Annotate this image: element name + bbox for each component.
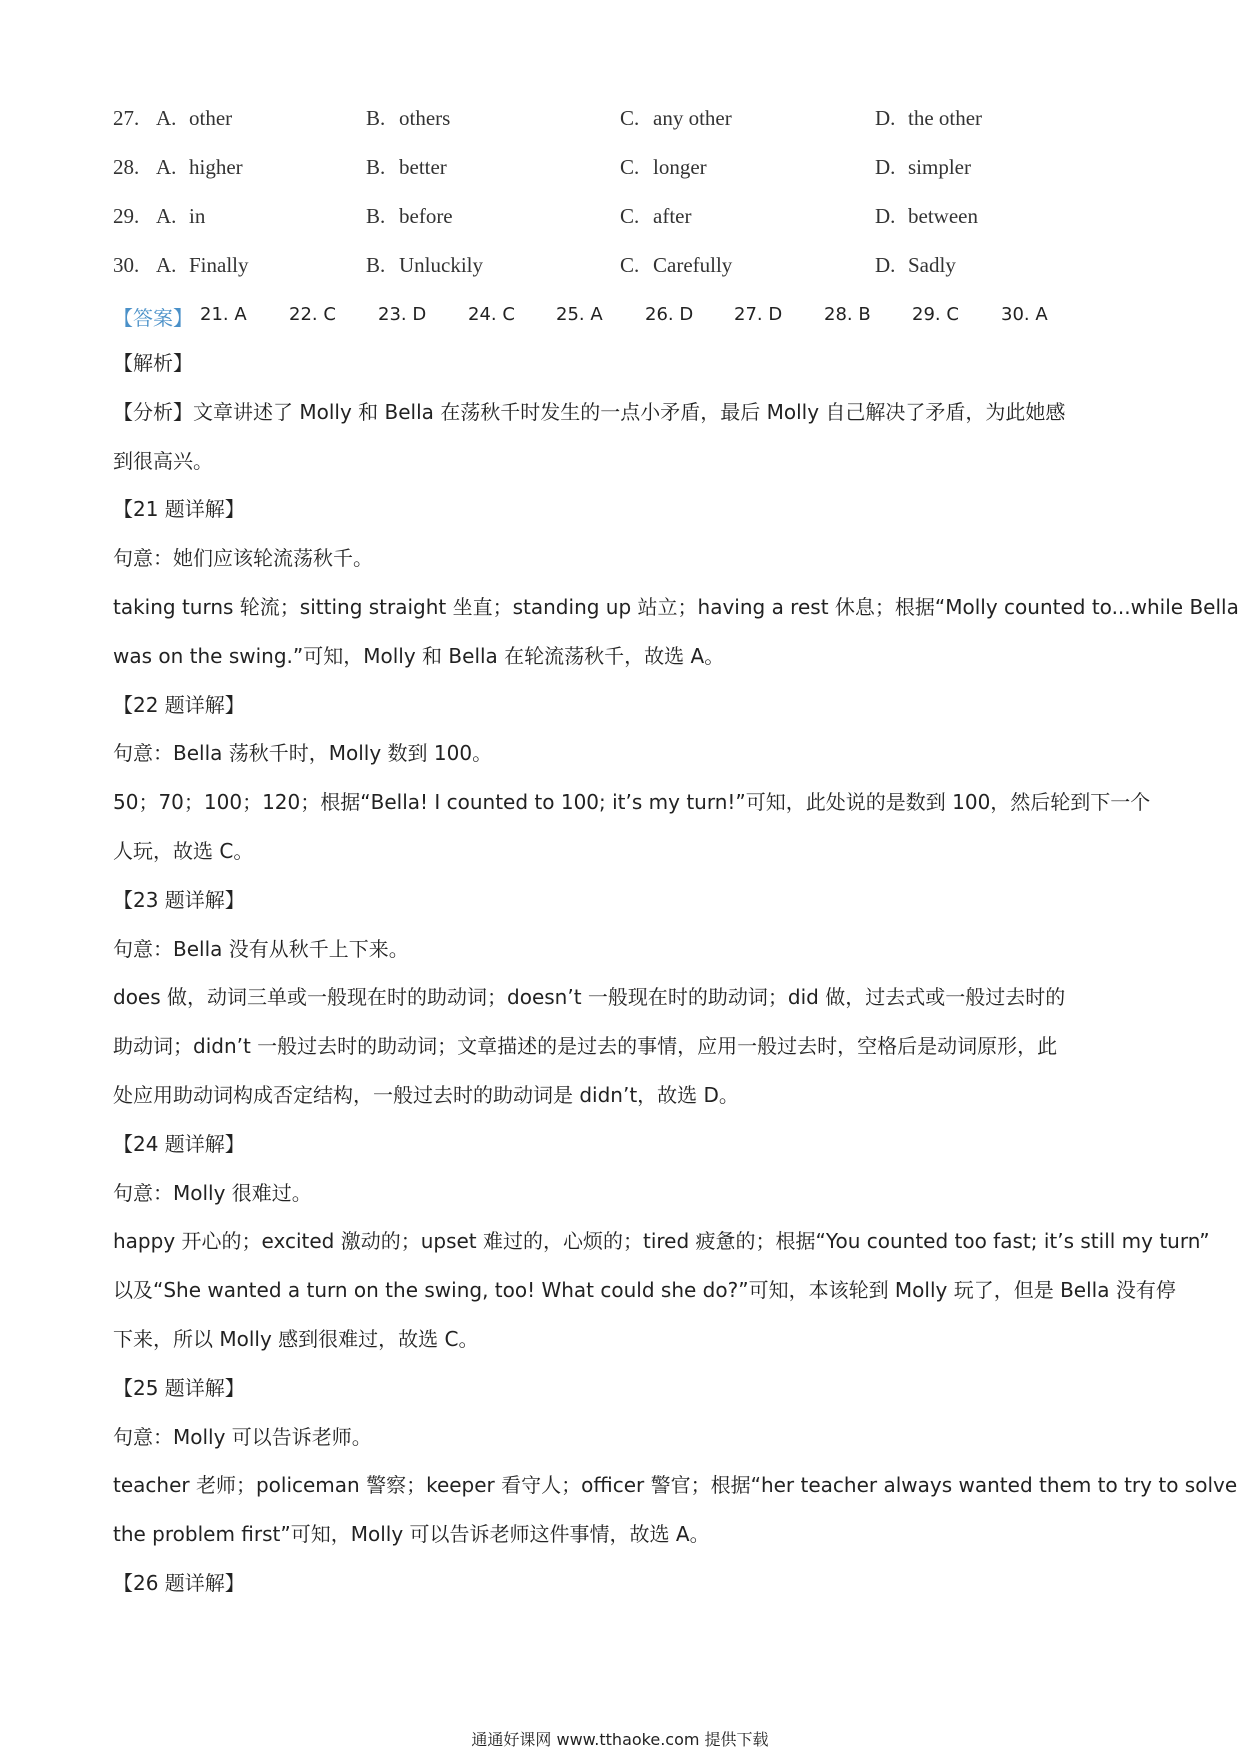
q24-explanation-cont2: 下来，所以 Molly 感到很难过，故选 C。 — [113, 1327, 479, 1351]
q25-heading: 【25 题详解】 — [113, 1376, 245, 1400]
q23-explanation-cont2: 处应用助动词构成否定结构，一般过去时的助动词是 didn’t，故选 D。 — [113, 1083, 739, 1107]
question-number: 30. — [113, 253, 140, 277]
q21-explanation: taking turns 轮流；sitting straight 坐直；standing up 站立；having a rest 休息；根据“Molly counted to...while Bella — [113, 595, 1239, 619]
answer-item: 30. A — [1001, 304, 1048, 325]
option-b: B. before — [366, 204, 453, 228]
question-28-options — [113, 155, 1123, 185]
answer-item: 29. C — [912, 304, 959, 325]
analysis-summary: 【分析】文章讲述了 Molly 和 Bella 在荡秋千时发生的一点小矛盾，最后 Molly 自己解决了矛盾，为此她感 — [113, 400, 1066, 424]
analysis-label: 【解析】 — [113, 351, 193, 375]
q23-explanation-cont: 助动词；didn’t 一般过去时的助动词；文章描述的是过去的事情，应用一般过去时，空格后是动词原形，此 — [113, 1034, 1058, 1058]
answer-item: 24. C — [468, 304, 515, 325]
option-a: A. higher — [156, 155, 243, 179]
question-29-options — [113, 204, 1123, 234]
q25-meaning: 句意：Molly 可以告诉老师。 — [113, 1425, 372, 1449]
option-d: D. simpler — [875, 155, 971, 179]
answer-row — [113, 302, 1113, 332]
question-number: 29. — [113, 204, 140, 228]
option-d: D. the other — [875, 106, 983, 130]
answer-item: 28. B — [824, 304, 871, 325]
option-a: A. Finally — [156, 253, 249, 277]
option-d: D. between — [875, 204, 978, 228]
question-number: 28. — [113, 155, 140, 179]
q24-explanation-cont: 以及“She wanted a turn on the swing, too! What could she do?”可知，本该轮到 Molly 玩了，但是 Bella 没有停 — [113, 1278, 1176, 1302]
q23-meaning: 句意：Bella 没有从秋千上下来。 — [113, 937, 409, 961]
option-d: D. Sadly — [875, 253, 956, 277]
question-27-options — [113, 106, 1123, 136]
analysis-summary-cont: 到很高兴。 — [113, 449, 213, 473]
answer-item: 21. A — [200, 304, 247, 325]
question-number: 27. — [113, 106, 140, 130]
option-a: A. other — [156, 106, 233, 130]
q24-explanation: happy 开心的；excited 激动的；upset 难过的，心烦的；tired 疲惫的；根据“You counted too fast; it’s still my turn” — [113, 1229, 1210, 1253]
q22-explanation-cont: 人玩，故选 C。 — [113, 839, 254, 863]
option-b: B. others — [366, 106, 451, 130]
q26-heading: 【26 题详解】 — [113, 1571, 245, 1595]
q22-explanation: 50；70；100；120；根据“Bella! I counted to 100; it’s my turn!”可知，此处说的是数到 100，然后轮到下一个 — [113, 790, 1151, 814]
q22-meaning: 句意：Bella 荡秋千时，Molly 数到 100。 — [113, 741, 493, 765]
q22-heading: 【22 题详解】 — [113, 693, 245, 717]
q25-explanation-cont: the problem first”可知，Molly 可以告诉老师这件事情，故选 A。 — [113, 1522, 710, 1546]
question-30-options — [113, 253, 1123, 283]
q24-meaning: 句意：Molly 很难过。 — [113, 1181, 312, 1205]
answer-item: 27. D — [734, 304, 783, 325]
q21-heading: 【21 题详解】 — [113, 497, 245, 521]
q23-heading: 【23 题详解】 — [113, 888, 245, 912]
q21-explanation-cont: was on the swing.”可知，Molly 和 Bella 在轮流荡秋千，故选 A。 — [113, 644, 725, 668]
option-c: C. after — [620, 204, 692, 228]
answer-item: 26. D — [645, 304, 694, 325]
option-a: A. in — [156, 204, 206, 228]
answer-item: 25. A — [556, 304, 603, 325]
answer-item: 22. C — [289, 304, 336, 325]
option-c: C. any other — [620, 106, 732, 130]
page-footer: 通通好课网 www.tthaoke.com 提供下载 — [471, 1730, 769, 1749]
answer-label: 【答案】 — [113, 306, 193, 330]
option-b: B. better — [366, 155, 447, 179]
option-b: B. Unluckily — [366, 253, 483, 277]
q23-explanation: does 做，动词三单或一般现在时的助动词；doesn’t 一般现在时的助动词；did 做，过去式或一般过去时的 — [113, 985, 1066, 1009]
q21-meaning: 句意：她们应该轮流荡秋千。 — [113, 546, 373, 570]
option-c: C. Carefully — [620, 253, 733, 277]
answer-item: 23. D — [378, 304, 427, 325]
q24-heading: 【24 题详解】 — [113, 1132, 245, 1156]
option-c: C. longer — [620, 155, 707, 179]
q25-explanation: teacher 老师；policeman 警察；keeper 看守人；officer 警官；根据“her teacher always wanted them to try to solve — [113, 1473, 1238, 1497]
